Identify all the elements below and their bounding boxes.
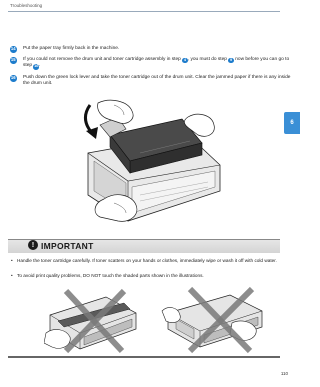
important-title: IMPORTANT bbox=[41, 240, 94, 251]
do-not-touch-illustration-right bbox=[160, 283, 268, 355]
page-number: 110 bbox=[280, 371, 288, 376]
do-not-touch-illustration-left bbox=[44, 283, 144, 355]
step-text: Push down the green lock lever and take the toner cartridge out of the drum unit. Clear the jammed paper if there is any inside the drum unit. bbox=[23, 75, 291, 87]
bullet-dot: • bbox=[11, 273, 13, 278]
step-number-badge: 16 bbox=[10, 75, 16, 80]
step-number-badge: 15 bbox=[10, 57, 16, 62]
bottom-rule bbox=[8, 356, 280, 358]
step-ref-badge: 9 bbox=[230, 57, 233, 62]
drum-unit-illustration bbox=[70, 95, 225, 232]
step-ref-badge: 4 bbox=[183, 57, 187, 62]
chapter-tab bbox=[284, 112, 300, 134]
important-bullet: • Handle the toner cartridge carefully. If toner scatters on your hands or clothes, immediately wipe or wash it off with cold water. bbox=[11, 258, 277, 263]
step-number-badge: 14 bbox=[10, 46, 16, 51]
header-title: Troubleshooting bbox=[10, 3, 43, 8]
important-bullet: • To avoid print quality problems, DO NOT touch the shaded parts shown in the illustrations. bbox=[11, 273, 204, 278]
step-ref-badge: 16 bbox=[34, 63, 39, 68]
exclamation-icon: ! bbox=[28, 240, 38, 250]
step-text: If you could not remove the drum unit and toner cartridge assembly in step 4 , you must do step 9 now before you can go to step 16. bbox=[23, 57, 290, 69]
header-rule bbox=[8, 11, 280, 12]
step-text: Put the paper tray firmly back in the machine. bbox=[23, 46, 120, 51]
chapter-tab-label: 6 bbox=[290, 120, 294, 126]
bullet-dot: • bbox=[11, 258, 13, 263]
